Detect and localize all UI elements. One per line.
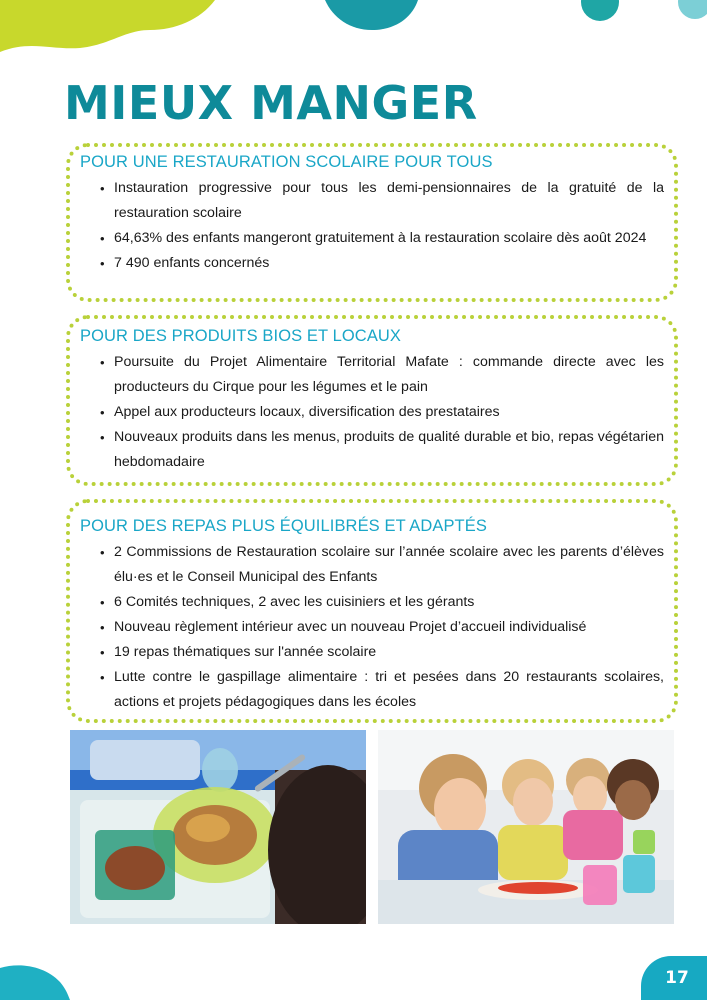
list-item: • Poursuite du Projet Alimentaire Territorial Mafate : commande directe avec les producteurs du Cirque pour les légumes et le pain xyxy=(102,350,664,400)
list-item: • 7 490 enfants concernés xyxy=(102,251,664,276)
teal-dot-shape xyxy=(581,0,619,21)
section-heading: POUR UNE RESTAURATION SCOLAIRE POUR TOUS xyxy=(80,153,493,171)
list-item: • Nouveaux produits dans les menus, produits de qualité durable et bio, repas végétarien hebdomadaire xyxy=(102,425,664,475)
list-item: • 19 repas thématiques sur l'année scolaire xyxy=(102,640,664,665)
section-heading: POUR DES REPAS PLUS ÉQUILIBRÉS ET ADAPTÉS xyxy=(80,517,487,535)
lime-wave-shape xyxy=(0,0,215,52)
list-item: • 64,63% des enfants mangeront gratuitement à la restauration scolaire dès août 2024 xyxy=(102,226,664,251)
section-organic-local xyxy=(66,315,678,486)
list-item: • Instauration progressive pour tous les demi-pensionnaires de la gratuité de la restauration scolaire xyxy=(102,176,664,226)
photo-lunch-tray xyxy=(70,730,366,924)
section-balanced-meals xyxy=(66,499,678,723)
page-title: MIEUX MANGER xyxy=(64,76,478,130)
list-item: • Appel aux producteurs locaux, diversification des prestataires xyxy=(102,400,664,425)
list-item: • 2 Commissions de Restauration scolaire sur l’année scolaire avec les parents d’élèves élu·es et le Conseil Municipal des Enfants xyxy=(102,540,664,590)
bottom-decoration xyxy=(0,962,80,1000)
page-number-badge xyxy=(641,956,707,1000)
section-free-meals xyxy=(66,143,678,302)
list-item: • 6 Comités techniques, 2 avec les cuisiniers et les gérants xyxy=(102,590,664,615)
bullet-list xyxy=(78,350,664,475)
section-heading: POUR DES PRODUITS BIOS ET LOCAUX xyxy=(80,327,402,345)
teal-drop-shape xyxy=(325,0,418,30)
top-decoration xyxy=(0,0,707,60)
photo-children-eating xyxy=(378,730,674,924)
teal-corner-shape xyxy=(0,965,70,1000)
list-item: • Nouveau règlement intérieur avec un nouveau Projet d’accueil individualisé xyxy=(102,615,664,640)
list-item: • Lutte contre le gaspillage alimentaire : tri et pesées dans 20 restaurants scolaires, actions et projets pédagogiques dans les écoles xyxy=(102,665,664,715)
bullet-list xyxy=(78,540,664,715)
bullet-list xyxy=(78,176,664,276)
page-number: 17 xyxy=(665,968,689,988)
light-dot-shape xyxy=(678,0,707,19)
